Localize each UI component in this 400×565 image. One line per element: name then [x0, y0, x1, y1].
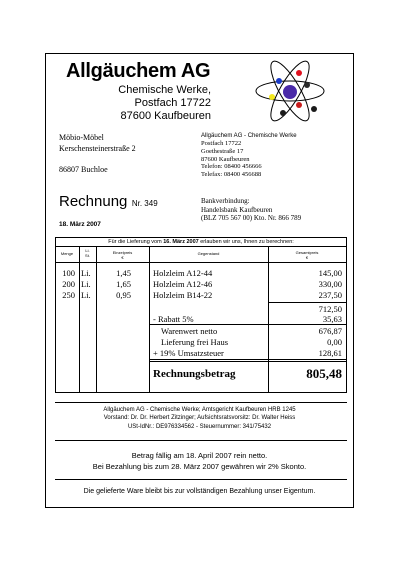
row-price: 0,95	[116, 290, 131, 300]
footer-rule-top	[55, 402, 347, 403]
table-bottom-border	[55, 392, 347, 393]
header-menge: Menge	[60, 251, 74, 256]
bank-details: (BLZ 705 567 00) Kto. Nr. 866 789	[201, 214, 302, 222]
row-total: 237,50	[318, 290, 342, 300]
rabatt-rule	[150, 324, 346, 325]
lieferung-label: Lieferung frei Haus	[161, 337, 229, 347]
header-gesamtpreis	[268, 250, 346, 260]
bank-info	[201, 197, 301, 223]
payment-line1: Betrag fällig am 18. April 2007 rein netto.	[131, 451, 268, 460]
row-qty: 250	[62, 290, 75, 300]
row-item: Holzleim A12-44	[153, 268, 213, 278]
recipient-city: 86807 Buchloe	[59, 165, 108, 174]
table-intro	[55, 239, 347, 245]
table-right-border	[346, 237, 347, 393]
row-qty: 200	[62, 279, 75, 289]
payment-terms	[45, 451, 354, 472]
atom-logo-icon	[252, 57, 328, 125]
ust-rule	[150, 359, 346, 360]
table-top-border	[55, 237, 347, 238]
row-total: 145,00	[318, 268, 342, 278]
row-price: 1,65	[116, 279, 131, 289]
header-gesamt-label: Gesamtpreis	[295, 250, 319, 255]
row-item: Holzleim A12-46	[153, 279, 213, 289]
header-einzelpreis	[96, 250, 149, 260]
sender-line: Goethestraße 17	[201, 147, 244, 155]
recipient-address	[59, 132, 136, 175]
row-unit: Li.	[81, 268, 91, 278]
table-header-top	[55, 246, 347, 247]
company-footer	[45, 406, 354, 431]
footer-rule-bottom	[55, 479, 347, 480]
sender-line: Telefax: 08400 456688	[201, 171, 262, 179]
table-row	[55, 268, 347, 279]
payment-line2: Bei Bezahlung bis zum 28. März 2007 gewähren wir 2% Skonto.	[92, 461, 307, 471]
betrag-label: Rechnungsbetrag	[153, 368, 236, 380]
sender-title: Allgäuchem AG - Chemische Werke	[201, 133, 297, 139]
betrag-value: 805,48	[306, 366, 342, 381]
company-line1: Chemische Werke,	[118, 84, 211, 96]
row-price: 1,45	[116, 268, 131, 278]
header-einzel-label: Einzelpreis	[112, 250, 133, 255]
header-einzel-unit: €	[121, 255, 124, 260]
sender-line: 87600 Kaufbeuren	[201, 155, 250, 163]
invoice-date: 18. März 2007	[59, 221, 101, 228]
company-name: Allgäuchem AG	[66, 60, 211, 82]
rabatt-label: - Rabatt 5%	[153, 314, 194, 324]
footer-line1: Allgäuchem AG - Chemische Werke; Amtsgericht Kaufbeuren HRB 1245	[103, 407, 296, 413]
table-row	[55, 290, 347, 301]
netto-label: Warenwert netto	[161, 326, 218, 336]
table-intro-prefix: Für die Lieferung vom	[108, 239, 164, 245]
header-unit-a: Li.	[85, 248, 90, 253]
sender-line: Postfach 17722	[201, 140, 242, 147]
header-unit	[79, 248, 96, 258]
ownership-note: Die gelieferte Ware bleibt bis zur vollständigen Bezahlung unser Eigentum.	[83, 488, 316, 495]
bank-name: Handelsbank Kaufbeuren	[201, 205, 273, 214]
footer-rule-mid	[55, 440, 347, 441]
ust-value: 128,61	[318, 348, 342, 358]
footer-line2: Vorstand: Dr. Dr. Herbert Zitzinger; Aufsichtsratsvorsitz: Dr. Walter Heiss	[103, 415, 296, 422]
subtotal-value: 712,50	[318, 304, 342, 314]
recipient-name: Möbio-Möbel	[59, 133, 104, 142]
company-address	[60, 84, 211, 123]
row-item: Holzleim B14-22	[153, 290, 213, 300]
table-row	[55, 279, 347, 290]
header-gesamt-unit: €	[305, 255, 309, 260]
lieferung-value: 0,00	[327, 337, 342, 347]
ust-rule-double	[150, 361, 346, 362]
table-left-border	[55, 237, 56, 393]
footer-line3: USt-IdNr.: DE976334562 - Steuernummer: 341/75432	[127, 423, 272, 430]
recipient-street: Kerschensteinerstraße 2	[59, 144, 136, 153]
row-qty: 100	[62, 268, 75, 278]
rabatt-value: 35,63	[322, 314, 342, 324]
company-line2: Postfach 17722	[134, 97, 211, 109]
header-unit-b: St.	[85, 253, 90, 258]
invoice-number: Nr. 349	[131, 199, 158, 208]
sender-lines	[201, 140, 262, 179]
table-header-bottom	[55, 262, 347, 263]
company-line3: 87600 Kaufbeuren	[120, 110, 211, 122]
row-unit: Li.	[81, 279, 91, 289]
subtotal-rule	[268, 302, 346, 303]
invoice-title: Rechnung	[59, 193, 128, 210]
sender-line: Telefon: 08400 456666	[201, 163, 262, 171]
table-intro-suffix: erlauben wir uns, Ihnen zu berechnen:	[198, 239, 294, 245]
invoice-heading	[59, 193, 158, 211]
bank-label: Bankverbindung:	[201, 197, 250, 205]
item-rows	[55, 268, 347, 301]
row-total: 330,00	[318, 279, 342, 289]
row-unit: Li.	[81, 290, 91, 300]
header-gegenstand: Gegenstand	[197, 251, 220, 256]
netto-value: 676,87	[318, 326, 342, 336]
table-intro-date: 16. März 2007	[163, 239, 199, 245]
ust-label: + 19% Umsatzsteuer	[153, 348, 224, 358]
